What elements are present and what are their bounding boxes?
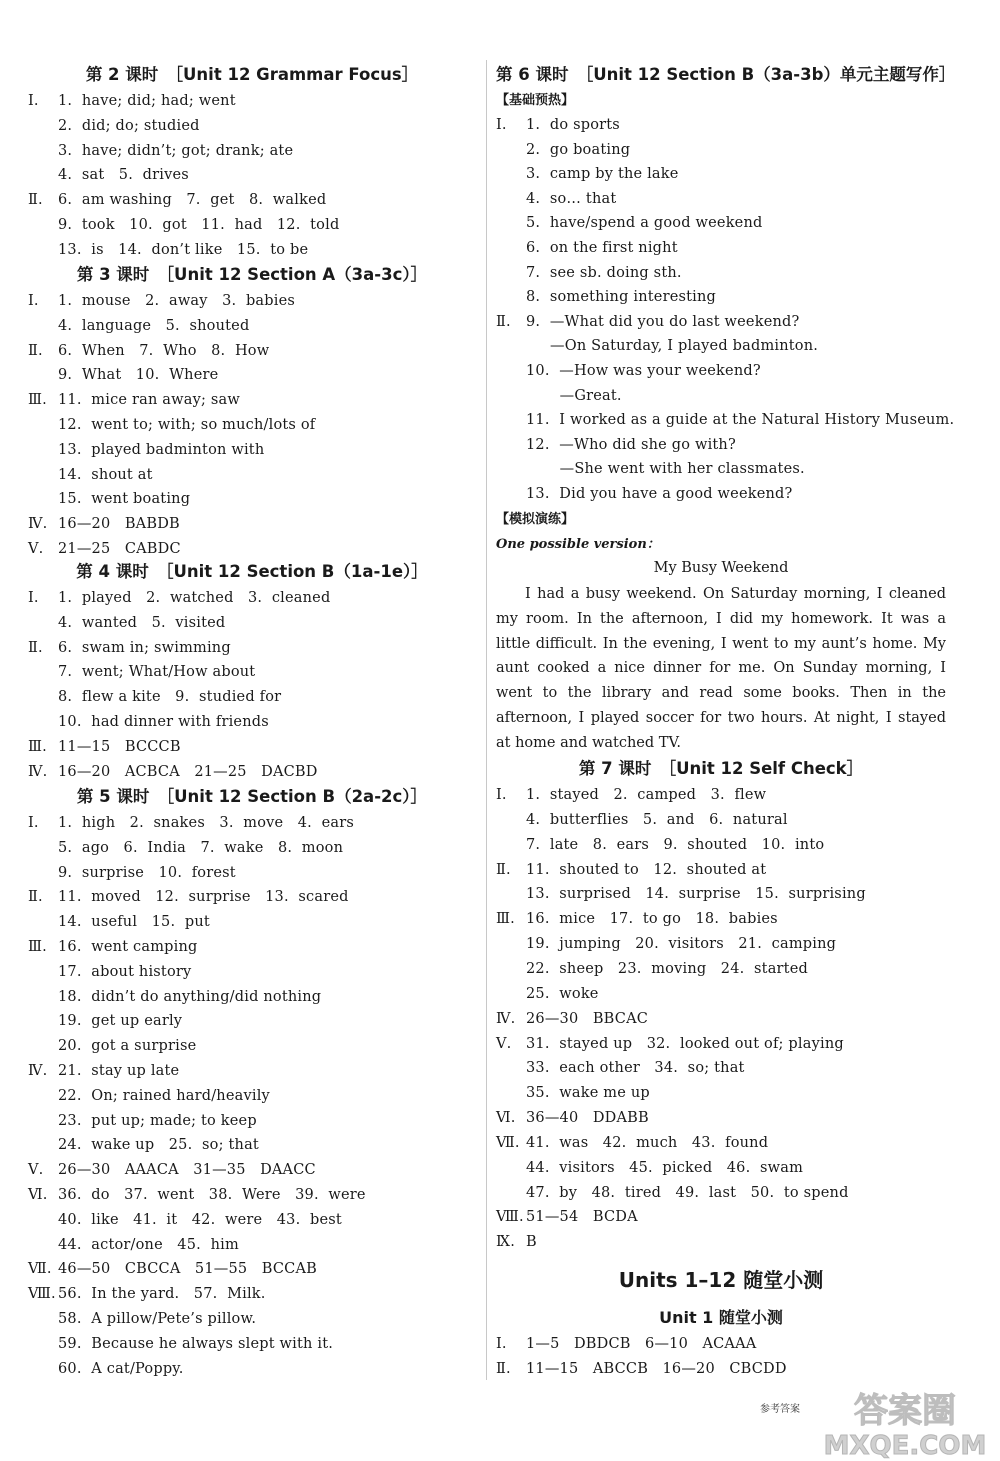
section-marker: Ⅷ. [496,1209,524,1226]
answer-line [28,985,476,1009]
answer-line [496,1056,946,1080]
answer-line [28,163,476,187]
answer-text: 11—15 ABCCB 16—20 CBCDD [526,1361,787,1377]
answer-text: 31. stayed up 32. looked out of; playing [526,1035,844,1052]
answer-line [28,1183,476,1207]
lesson-heading: 第 4 课时 ［Unit 12 Section B（1a-1e）］ [76,562,428,581]
answer-line [28,388,476,412]
answer-text: 10. —How was your weekend? [526,363,761,379]
answer-line [28,1133,476,1157]
column-divider [486,60,487,1380]
answer-line [496,907,946,931]
answer-text: 13. is 14. don’t like 15. to be [58,241,309,258]
answer-line [496,187,946,211]
answer-text: —She went with her classmates. [526,461,805,478]
answer-line [496,1181,946,1205]
answer-line [496,359,946,383]
section-marker: Ⅴ. [28,1162,44,1179]
answer-text: 6. am washing 7. get 8. walked [58,192,327,209]
answer-line [28,238,476,262]
answer-line [496,1156,946,1180]
answer-line [496,1106,946,1130]
section-marker: Ⅱ. [28,192,43,209]
answer-text: 1. high 2. snakes 3. move 4. ears [58,815,354,831]
section-marker: Ⅸ. [496,1234,515,1251]
answer-line [496,957,946,981]
section-marker: Ⅵ. [28,1187,48,1203]
answer-text: 11—15 BCCCB [58,738,181,755]
answer-text: 25. woke [526,985,599,1002]
answer-text: 44. visitors 45. picked 46. swam [526,1159,804,1176]
answer-line [496,138,946,162]
lesson-heading: 第 7 课时 ［Unit 12 Self Check］ [578,759,864,778]
answer-line [28,1233,476,1257]
answer-text: —Great. [526,387,622,404]
answer-text: 11. moved 12. surprise 13. scared [58,889,349,906]
answer-line [496,285,946,309]
answer-text: 12. went to; with; so much/lots of [58,417,316,433]
essay-title: My Busy Weekend [653,560,789,576]
answer-line [496,1230,946,1254]
answer-line [496,1081,946,1105]
answer-line [496,334,946,358]
answer-line [28,935,476,959]
answer-line [496,1032,946,1056]
section-marker: Ⅲ. [496,911,515,928]
answer-line [28,636,476,660]
answer-text: 4. wanted 5. visited [58,614,226,631]
section-marker: Ⅳ. [28,1063,48,1079]
answer-text: 9. took 10. got 11. had 12. told [58,217,340,233]
answer-text: 19. jumping 20. visitors 21. camping [526,936,837,953]
answer-line [496,236,946,260]
answer-text: 56. In the yard. 57. Milk. [58,1286,266,1303]
section-marker: Ⅲ. [28,738,47,755]
section-marker: Ⅱ. [496,861,511,878]
answer-text: 6. When 7. Who 8. How [58,342,270,359]
answer-line [28,1208,476,1232]
unit1-test-title: Unit 1 随堂小测 [659,1308,783,1327]
answer-text: 16—20 BABDB [58,516,180,533]
answer-line [28,339,476,363]
answer-text: 7. see sb. doing sth. [526,264,682,281]
answer-text: 13. Did you have a good weekend? [526,486,793,502]
answer-line [28,438,476,462]
answer-line [28,512,476,536]
answer-text: 8. flew a kite 9. studied for [58,689,282,706]
answer-text: 41. was 42. much 43. found [526,1134,769,1151]
answer-text: 23. put up; made; to keep [58,1112,257,1129]
answer-text: 11. mice ran away; saw [58,392,240,409]
answer-text: 21—25 CABDC [58,541,181,557]
answer-line [28,960,476,984]
section-marker: Ⅴ. [496,1035,512,1052]
answer-line [28,910,476,934]
answer-line [496,457,946,481]
answer-line [496,932,946,956]
practice-label: 【模拟演练】 [496,512,575,527]
answer-text: 4. language 5. shouted [58,317,250,334]
answer-text: 24. wake up 25. so; that [58,1137,259,1154]
answer-text: 20. got a surprise [58,1038,197,1055]
watermark-logo [820,1380,990,1460]
answer-line [496,162,946,186]
answer-line [496,261,946,285]
section-marker: Ⅰ. [28,93,39,109]
answer-line [28,1158,476,1182]
answer-line [28,114,476,138]
answer-text: 16. went camping [58,939,198,955]
answer-text: 7. late 8. ears 9. shouted 10. into [526,836,825,853]
answer-text: 18. didn’t do anything/did nothing [58,988,322,1005]
answer-text: 10. had dinner with friends [58,714,269,730]
answer-text: 2. did; do; studied [58,117,200,134]
answer-line [28,363,476,387]
answer-line [28,760,476,784]
answer-text: 9. —What did you do last weekend? [526,313,800,330]
section-marker: Ⅷ. [28,1286,56,1303]
answer-line [496,310,946,334]
page-footer-label: 参考答案 [760,1404,800,1415]
answer-text: 4. so… that [526,190,617,207]
answer-text: 3. have; didn’t; got; drank; ate [58,142,294,159]
section-marker: Ⅳ. [28,516,48,533]
answer-text: 40. like 41. it 42. were 43. best [58,1211,342,1228]
answer-text: 44. actor/one 45. him [58,1236,239,1253]
answer-line [496,1332,946,1356]
lesson-heading: 第 2 课时 ［Unit 12 Grammar Focus］ [85,65,419,84]
answer-line [28,660,476,684]
answer-text: 33. each other 34. so; that [526,1060,745,1077]
answer-text: 26—30 AAACA 31—35 DAACC [58,1162,316,1179]
answer-line [28,1009,476,1033]
answer-text: 12. —Who did she go with? [526,436,736,453]
answer-text: 11. I worked as a guide at the Natural History Museum. [526,412,955,429]
answer-line [496,982,946,1006]
answer-line [496,882,946,906]
answer-text: 22. sheep 23. moving 24. started [526,960,808,977]
essay-body: I had a busy weekend. On Saturday morning, I cleaned my room. In the afternoon, I did my homework. It was a little difficult. In the evening, I went to my aunt’s home. My aunt cooked a nice dinner for me. On Sunday morning, I went to the library and read some books. Then in the afternoon, I played soccer for two hours. At night, I stayed at home and watched TV. [496,586,946,751]
section-marker: Ⅱ. [28,639,43,656]
section-marker: Ⅵ. [496,1110,516,1127]
section-marker: Ⅱ. [496,313,511,330]
answer-text: 14. shout at [58,466,153,483]
answer-text: 58. A pillow/Pete’s pillow. [58,1311,257,1327]
answer-text: 4. sat 5. drives [58,167,189,184]
answer-line [28,811,476,835]
answer-text: 26—30 BBCAC [526,1010,649,1027]
answer-text: 11. shouted to 12. shouted at [526,861,767,878]
answer-line [28,213,476,237]
answer-text: 1. mouse 2. away 3. babies [58,293,296,309]
answer-line [496,1357,946,1381]
answer-line [28,836,476,860]
answer-line [28,289,476,313]
answer-line [28,1307,476,1331]
answer-text: 19. get up early [58,1013,183,1030]
answer-line [28,1357,476,1381]
answer-text: 8. something interesting [526,289,717,306]
answer-line [28,1332,476,1356]
answer-line [28,413,476,437]
units-test-title: Units 1–12 随堂小测 [618,1268,824,1292]
answer-line [28,89,476,113]
answer-line [28,1109,476,1133]
warmup-label: 【基础预热】 [496,93,575,108]
lesson-heading: 第 6 课时 ［Unit 12 Section B（3a-3b）单元主题写作］ [496,65,956,84]
answer-line [28,537,476,561]
answer-line [496,433,946,457]
section-marker: Ⅶ. [28,1261,52,1278]
answer-line [28,1282,476,1306]
answer-text: 4. butterflies 5. and 6. natural [526,811,788,828]
answer-line [28,710,476,734]
answer-text: 3. camp by the lake [526,166,679,183]
answer-text: 46—50 CBCCA 51—55 BCCAB [58,1261,318,1278]
answer-text: 22. On; rained hard/heavily [58,1087,270,1104]
answer-line [28,735,476,759]
answer-line [28,463,476,487]
answer-line [28,1034,476,1058]
answer-text: 1. stayed 2. camped 3. flew [526,787,767,803]
section-marker: Ⅶ. [496,1134,520,1151]
answer-line [28,139,476,163]
answer-text: 9. surprise 10. forest [58,864,236,881]
section-marker: Ⅰ. [496,787,507,803]
watermark-url: MXQE.COM [823,1431,987,1460]
answer-line [28,314,476,338]
section-marker: Ⅴ. [28,541,44,557]
version-label: One possible version： [496,537,660,552]
section-marker: Ⅰ. [496,1336,507,1352]
section-marker: Ⅱ. [28,889,43,906]
answer-text: 14. useful 15. put [58,914,210,931]
answer-line [496,113,946,137]
lesson-heading: 第 5 课时 ［Unit 12 Section B（2a-2c）］ [76,787,428,806]
answer-text: 13. surprised 14. surprise 15. surprising [526,886,866,903]
section-marker: Ⅲ. [28,392,47,409]
answer-text: 51—54 BCDA [526,1209,638,1226]
answer-line [496,482,946,506]
answer-line [28,586,476,610]
answer-line [496,1007,946,1031]
answer-text: 59. Because he always slept with it. [58,1335,334,1352]
section-marker: Ⅱ. [496,1361,511,1377]
answer-text: 2. go boating [526,141,631,158]
answer-text: 5. ago 6. India 7. wake 8. moon [58,839,344,856]
answer-text: 47. by 48. tired 49. last 50. to spend [526,1184,849,1201]
section-marker: Ⅱ. [28,342,43,359]
answer-text: 16. mice 17. to go 18. babies [526,911,778,928]
answer-line [28,685,476,709]
answer-text: 1. do sports [526,117,620,133]
section-marker: Ⅰ. [496,117,507,133]
answer-line [28,611,476,635]
answer-text: 15. went boating [58,491,191,508]
answer-text: 17. about history [58,963,192,980]
answer-text: 21. stay up late [58,1063,180,1079]
answer-text: 1—5 DBDCB 6—10 ACAAA [526,1336,757,1352]
section-marker: Ⅲ. [28,939,47,955]
answer-line [28,487,476,511]
answer-text: 60. A cat/Poppy. [58,1360,184,1377]
answer-line [496,1131,946,1155]
answer-text: B [526,1234,537,1251]
watermark-text: 答案圈 [854,1391,956,1431]
lesson-heading: 第 3 课时 ［Unit 12 Section A（3a-3c）］ [76,265,428,284]
answer-line [28,861,476,885]
answer-line [496,384,946,408]
answer-text: 13. played badminton with [58,441,265,458]
answer-text: 6. on the first night [526,240,678,256]
answer-text: 36. do 37. went 38. Were 39. were [58,1187,366,1203]
answer-text: 35. wake me up [526,1085,650,1102]
answer-line [496,408,955,432]
answer-line [496,808,946,832]
answer-text: 36—40 DDABB [526,1110,649,1127]
answer-text: 7. went; What/How about [58,664,256,681]
answer-line [496,833,946,857]
answer-line [496,211,946,235]
answer-text: 16—20 ACBCA 21—25 DACBD [58,763,318,780]
answer-text: 9. What 10. Where [58,367,219,384]
answer-text: 1. played 2. watched 3. cleaned [58,590,331,606]
answer-line [28,188,476,212]
section-marker: Ⅰ. [28,590,39,606]
section-marker: Ⅳ. [496,1010,516,1027]
answer-text: 6. swam in; swimming [58,639,231,656]
answer-line [496,783,946,807]
answer-text: 5. have/spend a good weekend [526,215,763,232]
answer-line [496,1205,946,1229]
answer-line [28,1257,476,1281]
section-marker: Ⅳ. [28,763,48,780]
answer-line [28,1084,476,1108]
section-marker: Ⅰ. [28,293,39,309]
answer-text: —On Saturday, I played badminton. [526,338,819,355]
answer-line [496,858,946,882]
answer-text: 1. have; did; had; went [58,93,236,109]
answer-line [28,885,476,909]
section-marker: Ⅰ. [28,815,39,831]
answer-line [28,1059,476,1083]
